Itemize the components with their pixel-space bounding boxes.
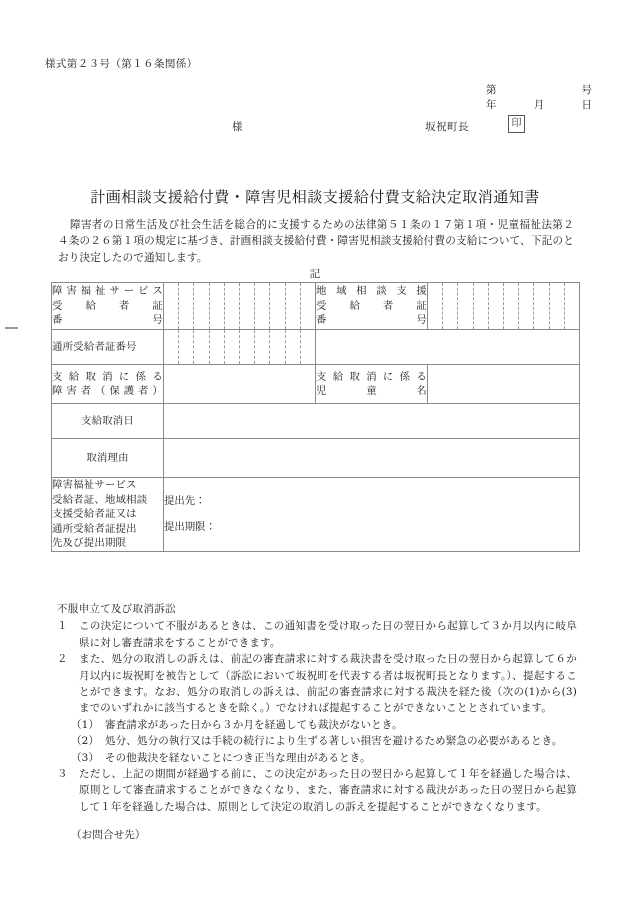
submission-label-line4: 通所受給者証提出: [52, 522, 137, 535]
welfare-cert-digit-boxes[interactable]: [164, 283, 315, 329]
appeal-sub-clause-3-marker: （3）: [71, 751, 100, 764]
regional-cert-label-line3: 番号: [316, 314, 427, 327]
appeal-sub-clause-2: [71, 733, 577, 749]
appeal-clause-3-text: ただし、上記の期間が経過する前に、この決定があった日の翌日から起算して１年を経過した場合は、原則として審査請求することができなくなり、また、審査請求に対する裁決があった日の翌日から起算して１年を経過した場合は、原則として決定の取消しの訴えを提起することができなくなります。: [79, 768, 577, 813]
commute-cert-label: [52, 330, 164, 365]
table-row: [52, 330, 580, 365]
lead-paragraph: 障害者の日常生活及び社会生活を総合的に支援するための法律第５１条の１７第１項・児童福祉法第２４条の２６第１項の規定に基づき、計画相談支援給付費・障害児相談支援給付費の支給について、下記のとおり決定したので通知します。: [58, 219, 574, 264]
cancel-child-label-line2: 児童名: [316, 385, 427, 397]
cancel-reason-label: [52, 439, 164, 478]
month-label: 月: [533, 99, 545, 111]
appeal-sub-clause-1-marker: （1）: [71, 718, 100, 731]
welfare-cert-label-line2: 受給者証: [52, 299, 163, 312]
submission-destination-row[interactable]: [164, 488, 579, 514]
appeal-clause-3: [57, 766, 577, 815]
cancel-date-label-text: 支給取消日: [81, 414, 134, 427]
submission-label-line1: 障害福祉サービス: [52, 479, 137, 491]
appeal-clause-3-marker: ３: [57, 768, 68, 781]
submission-value-cell[interactable]: [164, 478, 580, 552]
appeal-sub-clause-2-text: 処分、処分の執行又は手続の続行により生ずる著しい損害を避けるため緊急の必要があるとき。: [105, 735, 563, 748]
appeal-clause-2-marker: ２: [57, 653, 68, 666]
seal-stamp-box: 印: [508, 115, 525, 133]
cancel-date-value[interactable]: [164, 404, 580, 439]
appeal-clause-1-text: この決定について不服があるときは、この通知書を受け取った日の翌日から起算して３か月以内に岐阜県に対し審査請求をすることができます。: [79, 620, 577, 649]
appeal-sub-clause-3-text: その他裁決を経ないことにつき正当な理由があるとき。: [105, 751, 371, 764]
commute-cert-empty-cell: [316, 330, 580, 365]
document-number-prefix: 第: [486, 84, 497, 96]
cancel-person-label-line2: 障害者（保護者）: [52, 385, 163, 397]
table-row: [52, 283, 580, 330]
commute-cert-number-field[interactable]: [164, 330, 316, 365]
regional-cert-number-field[interactable]: [428, 283, 580, 330]
submission-deadline-row[interactable]: [164, 514, 579, 540]
commute-cert-label-text: 通所受給者証番号: [52, 340, 137, 353]
appeal-sub-clause-1-text: 審査請求があった日から３か月を経過しても裁決がないとき。: [105, 718, 403, 731]
submission-label-line2: 受給者証、地域相談: [52, 493, 148, 506]
regional-cert-label-line2: 受給者証: [316, 299, 427, 312]
appeal-sub-clause-1: [71, 717, 577, 733]
regional-cert-label-line1: 地域相談支援: [316, 285, 427, 298]
appeal-sub-clause-2-marker: （2）: [71, 735, 100, 748]
document-number-suffix: 号: [581, 84, 592, 96]
form-number: 様式第２３号（第１６条関係）: [45, 58, 198, 70]
cancel-person-label: [52, 365, 164, 404]
submission-label: [52, 478, 164, 552]
table-row: [52, 439, 580, 478]
cancel-reason-value[interactable]: [164, 439, 580, 478]
submission-label-line5: 先及び提出期限: [52, 537, 127, 549]
submission-deadline-label: 提出期限：: [164, 521, 216, 534]
cancel-child-label: [316, 365, 428, 404]
welfare-cert-number-field[interactable]: [164, 283, 316, 330]
ki-mark: 記: [309, 268, 321, 280]
cancel-person-value[interactable]: [164, 365, 316, 404]
decision-detail-table: [51, 282, 580, 552]
cancel-person-label-line1: 支給取消に係る: [52, 370, 163, 383]
margin-tick: [5, 327, 18, 329]
day-label: 日: [581, 99, 592, 111]
table-row: [52, 478, 580, 552]
appeal-section: [57, 601, 577, 844]
welfare-cert-label-line1: 障害福祉サービス: [52, 285, 163, 298]
contact-label: （お問合せ先）: [71, 829, 146, 842]
regional-cert-label: [316, 283, 428, 330]
page-title: 計画相談支援給付費・障害児相談支援給付費支給決定取消通知書: [90, 188, 540, 206]
date-row: [486, 97, 592, 112]
submission-destination-label: 提出先：: [164, 495, 206, 508]
submission-label-line3: 支援受給者証又は: [52, 508, 137, 520]
addressee-honorific: 様: [232, 121, 243, 133]
welfare-cert-label: [52, 283, 164, 330]
welfare-cert-label-line3: 番号: [52, 314, 163, 327]
commute-cert-digit-boxes[interactable]: [164, 330, 315, 364]
table-row: [52, 365, 580, 404]
appeal-clause-1-marker: １: [57, 620, 68, 633]
cancel-reason-label-text: 取消理由: [86, 451, 129, 464]
document-number-row: [486, 82, 592, 97]
appeal-clause-1: [57, 618, 577, 651]
appeal-clause-2: [57, 651, 577, 717]
appeal-clause-2-text: また、処分の取消しの訴えは、前記の審査請求に対する裁決書を受け取った日の翌日から起算して６か月以内に坂祝町を被告として（訴訟において坂祝町を代表する者は坂祝町長となります。）、提起することができます。なお、処分の取消しの訴えは、前記の審査請求に対する裁決を経た後（次の(1)から(3)までのいずれかに該当するときを除く。）でなければ提起することができないこととされています。: [79, 653, 577, 715]
table-row: [52, 404, 580, 439]
cancel-child-value[interactable]: [428, 365, 580, 404]
cancel-child-label-line1: 支給取消に係る: [316, 370, 427, 383]
appeal-heading: 不服申立て及び取消訴訟: [57, 603, 176, 615]
appeal-sub-clause-3: [71, 750, 577, 766]
cancel-date-label: [52, 404, 164, 439]
regional-cert-digit-boxes[interactable]: [428, 283, 579, 329]
year-label: 年: [486, 99, 497, 111]
issuer-name: 坂祝町長: [425, 121, 469, 133]
